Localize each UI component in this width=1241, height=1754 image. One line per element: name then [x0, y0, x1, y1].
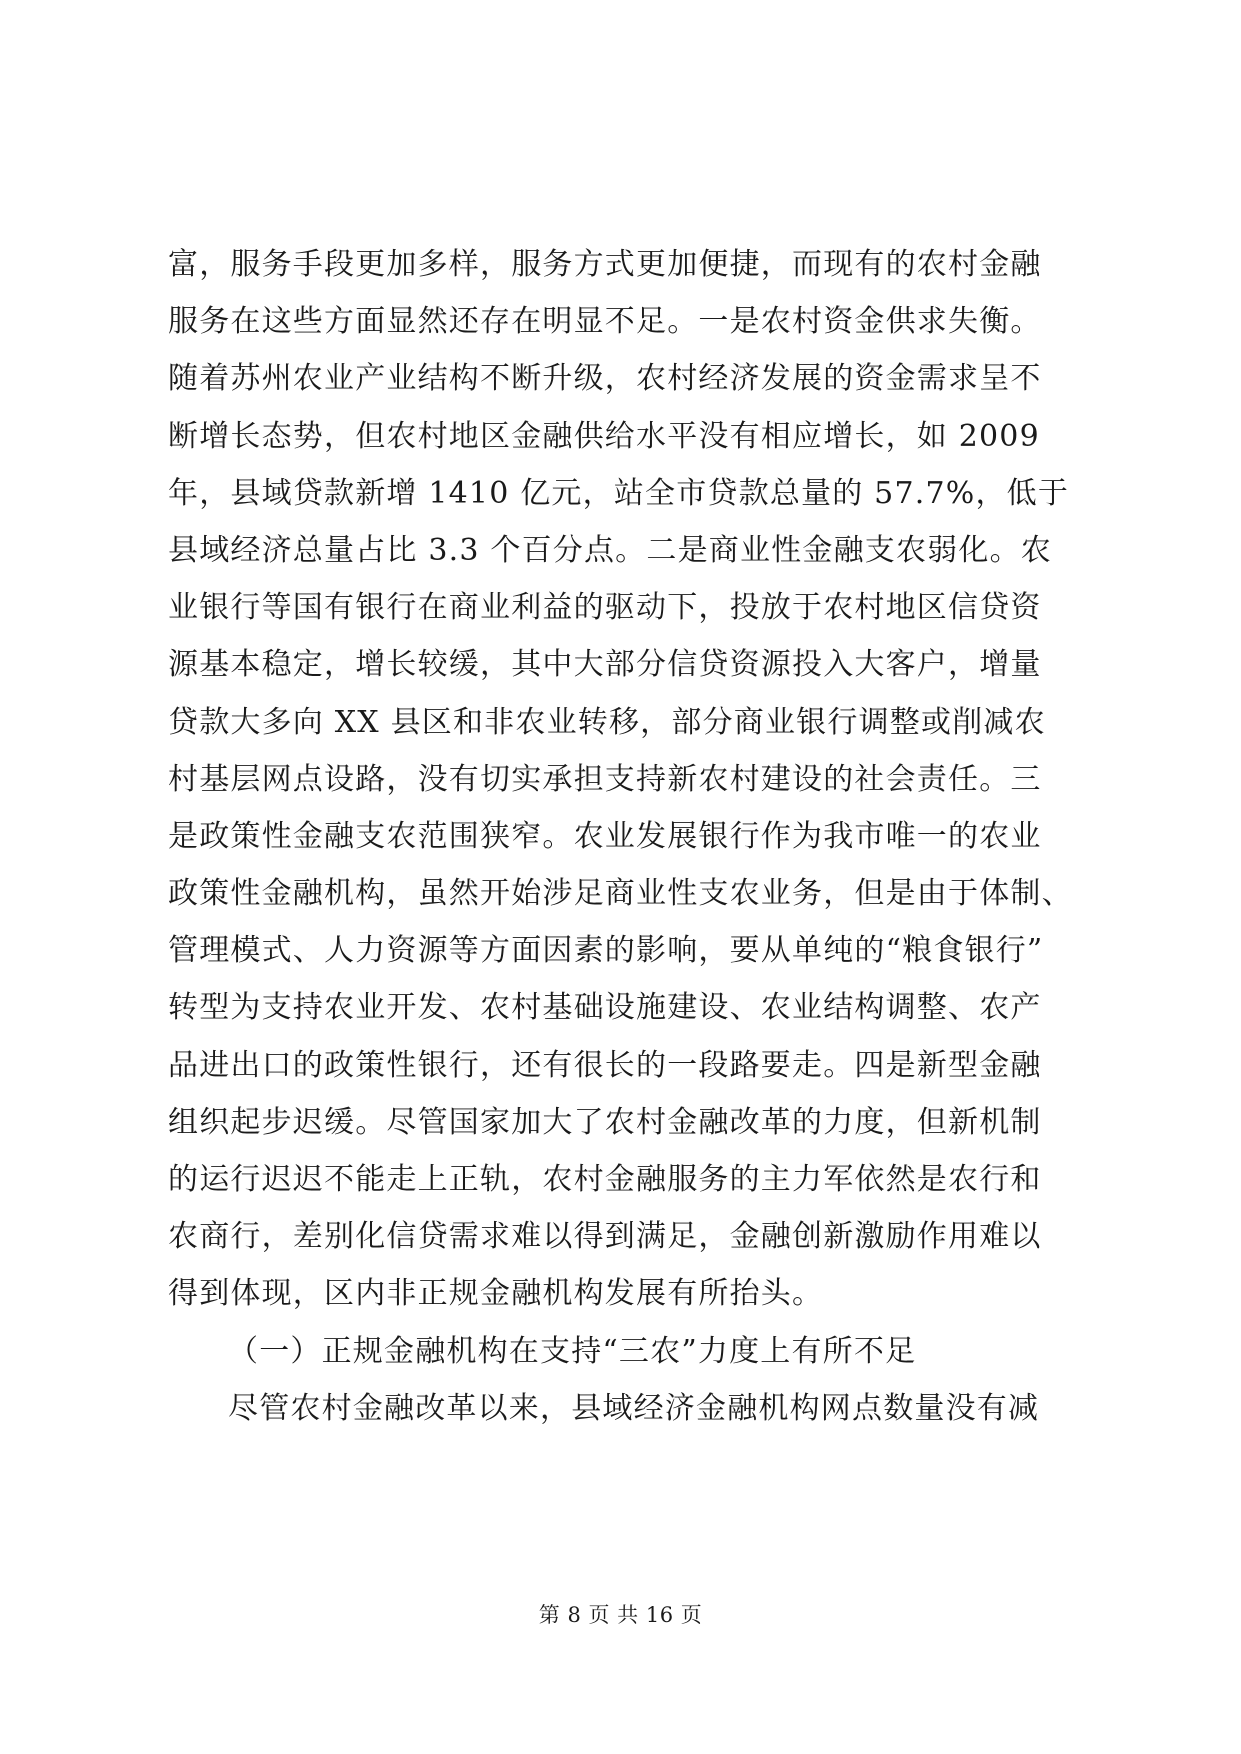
text-line: 服务在这些方面显然还存在明显不足。一是农村资金供求失衡。 — [168, 304, 1042, 340]
page-footer: 第 8 页 共 16 页 — [538, 1603, 703, 1627]
text-line: 富，服务手段更加多样，服务方式更加便捷，而现有的农村金融 — [168, 247, 1042, 282]
text-line: 村基层网点设路，没有切实承担支持新农村建设的社会责任。三 — [168, 761, 1042, 797]
text-line: 随着苏州农业产业结构不断升级，农村经济发展的资金需求呈不 — [168, 361, 1042, 397]
text-line: 农商行，差别化信贷需求难以得到满足，金融创新激励作用难以 — [168, 1219, 1042, 1255]
text-line: 得到体现，区内非正规金融机构发展有所抬头。 — [168, 1276, 824, 1312]
section-heading: （一）正规金融机构在支持“三农”力度上有所不足 — [228, 1333, 917, 1369]
text-line: 是政策性金融支农范围狭窄。农业发展银行作为我市唯一的农业 — [168, 818, 1042, 854]
text-line: 源基本稳定，增长较缓，其中大部分信贷资源投入大客户，增量 — [168, 647, 1042, 683]
paragraph-start-line: 尽管农村金融改革以来，县域经济金融机构网点数量没有减 — [228, 1390, 1040, 1426]
text-line: 转型为支持农业开发、农村基础设施建设、农业结构调整、农产 — [168, 990, 1042, 1026]
text-line: 县域经济总量占比 3.3 个百分点。二是商业性金融支农弱化。农 — [168, 532, 1052, 568]
text-line: 品进出口的政策性银行，还有很长的一段路要走。四是新型金融 — [168, 1047, 1042, 1083]
text-line: 的运行迟迟不能走上正轨，农村金融服务的主力军依然是农行和 — [168, 1162, 1042, 1197]
text-line: 组织起步迟缓。尽管国家加大了农村金融改革的力度，但新机制 — [168, 1104, 1042, 1140]
text-line: 业银行等国有银行在商业利益的驱动下，投放于农村地区信贷资 — [168, 590, 1042, 626]
text-line: 断增长态势，但农村地区金融供给水平没有相应增长，如 2009 — [168, 418, 1040, 454]
text-line: 年，县域贷款新增 1410 亿元，站全市贷款总量的 57.7%，低于 — [168, 475, 1070, 511]
body-text — [168, 236, 1088, 1437]
text-line: 贷款大多向 XX 县区和非农业转移，部分商业银行调整或削减农 — [168, 704, 1046, 740]
text-line: 政策性金融机构，虽然开始涉足商业性支农业务，但是由于体制、 — [168, 876, 1073, 912]
text-line: 管理模式、人力资源等方面因素的影响，要从单纯的“粮食银行” — [168, 933, 1044, 969]
